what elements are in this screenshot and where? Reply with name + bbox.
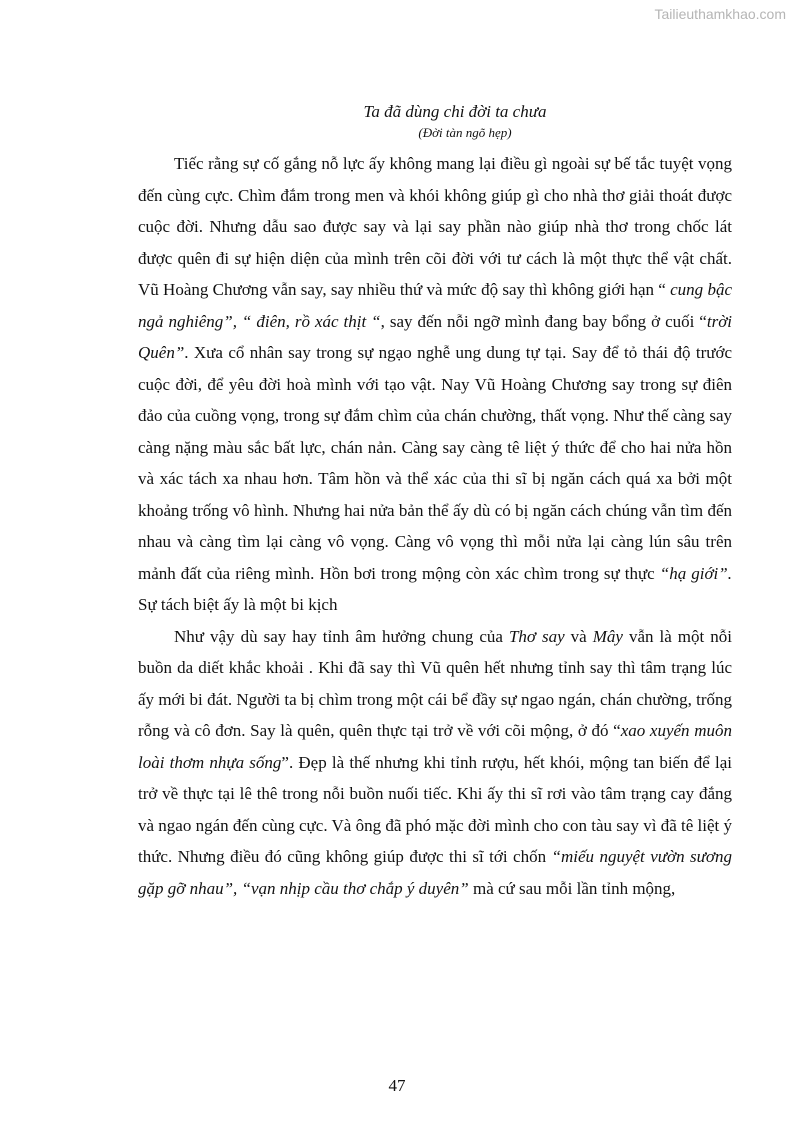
italic-title: Thơ say (508, 626, 565, 646)
paragraph-2 (138, 621, 732, 905)
italic-quote: trời Quên” (138, 311, 732, 362)
italic-quote: cung bậc ngả nghiêng”, “ điên, rồ xác thịt “ (138, 280, 733, 331)
italic-quote: “miếu nguyệt vườn sương gặp gỡ nhau”, “vạn nhịp cầu thơ chắp ý duyên” (138, 847, 732, 898)
poem-title: Ta đã dùng chi đời ta chưa (363, 102, 547, 121)
italic-quote: “hạ giới”. (659, 563, 732, 583)
text-segment: Như vậy dù say hay tỉnh âm hưởng chung của (174, 626, 509, 646)
text-segment: , say đến nỗi ngỡ mình đang bay bổng ở cuối “ (380, 311, 707, 331)
text-segment: và (564, 626, 593, 646)
text-segment: ”. Đẹp là thế nhưng khi tỉnh rượu, hết khói, mộng tan biến để lại trở về thực tại lê thê trong nỗi buồn nuối tiếc. Khi ấy thi sĩ rơi vào tâm trạng cay đắng và ngao ngán đến cùng cực. Và ông đã phó mặc đời mình cho con tàu say vì đã tê liệt ý thức. Nhưng điều đó cũng không giúp được thi sĩ tới chốn (138, 752, 732, 866)
text-segment: . Xưa cổ nhân say trong sự ngạo nghễ ung dung tự tại. Say để tỏ thái độ trước cuộc đời, để yêu đời hoà mình với tạo vật. Nay Vũ Hoàng Chương say trong sự điên đảo của cuồng vọng, trong sự đắm chìm của chán chường, thất vọng. Như thế càng say càng nặng màu sắc bất lực, chán nản. Càng say càng tê liệt ý thức để cho hai nửa hồn và xác tách xa nhau hơn. Tâm hồn và thể xác của thi sĩ bị ngăn cách quá xa bởi một khoảng trống vô hình. Nhưng hai nửa bản thể ấy dù có bị ngăn cách chúng vẫn tìm đến nhau và càng tìm lại càng vô vọng. Càng vô vọng thì mỗi nửa lại càng lún sâu trên mảnh đất của riêng mình. Hồn bơi trong mộng còn xác chìm trong sự thực (138, 343, 732, 583)
poem-source: (Đời tàn ngõ hẹp) (418, 125, 512, 140)
italic-quote: xao xuyến muôn loài thơm nhựa sống (138, 721, 732, 772)
text-segment: mà cứ sau mỗi lần tỉnh mộng, (468, 878, 676, 898)
page-number: 47 (388, 1076, 406, 1095)
text-segment: vẫn là một nỗi buồn da diết khắc khoải . Khi đã say thì Vũ quên hết nhưng tỉnh say thì tâm trạng lúc ấy mới bi đát. Người ta bị chìm trong một cái bể đầy sự ngao ngán, chán chường, trống rỗng và cô đơn. Say là quên, quên thực tại trở về với cõi mộng, ở đó “ (138, 626, 732, 740)
italic-title: Mây (592, 626, 623, 646)
watermark-text: Tailieuthamkhao.com (654, 6, 786, 22)
text-segment: Sự tách biệt ấy là một bi kịch (138, 595, 338, 614)
text-segment: Tiếc rằng sự cố gắng nỗ lực ấy không mang lại điều gì ngoài sự bế tắc tuyệt vọng đến cùng cực. Chìm đắm trong men và khói không giúp gì cho nhà thơ giải thoát được cuộc đời. Nhưng dẫu sao được say và lại say phần nào giúp nhà thơ trong chốc lát được quên đi sự hiện diện của mình trên cõi đời với tư cách là một thực thể vật chất. Vũ Hoàng Chương vẫn say, say nhiều thứ và mức độ say thì không giới hạn “ (138, 154, 732, 299)
paragraph-1 (138, 148, 732, 621)
document-body (138, 100, 732, 904)
